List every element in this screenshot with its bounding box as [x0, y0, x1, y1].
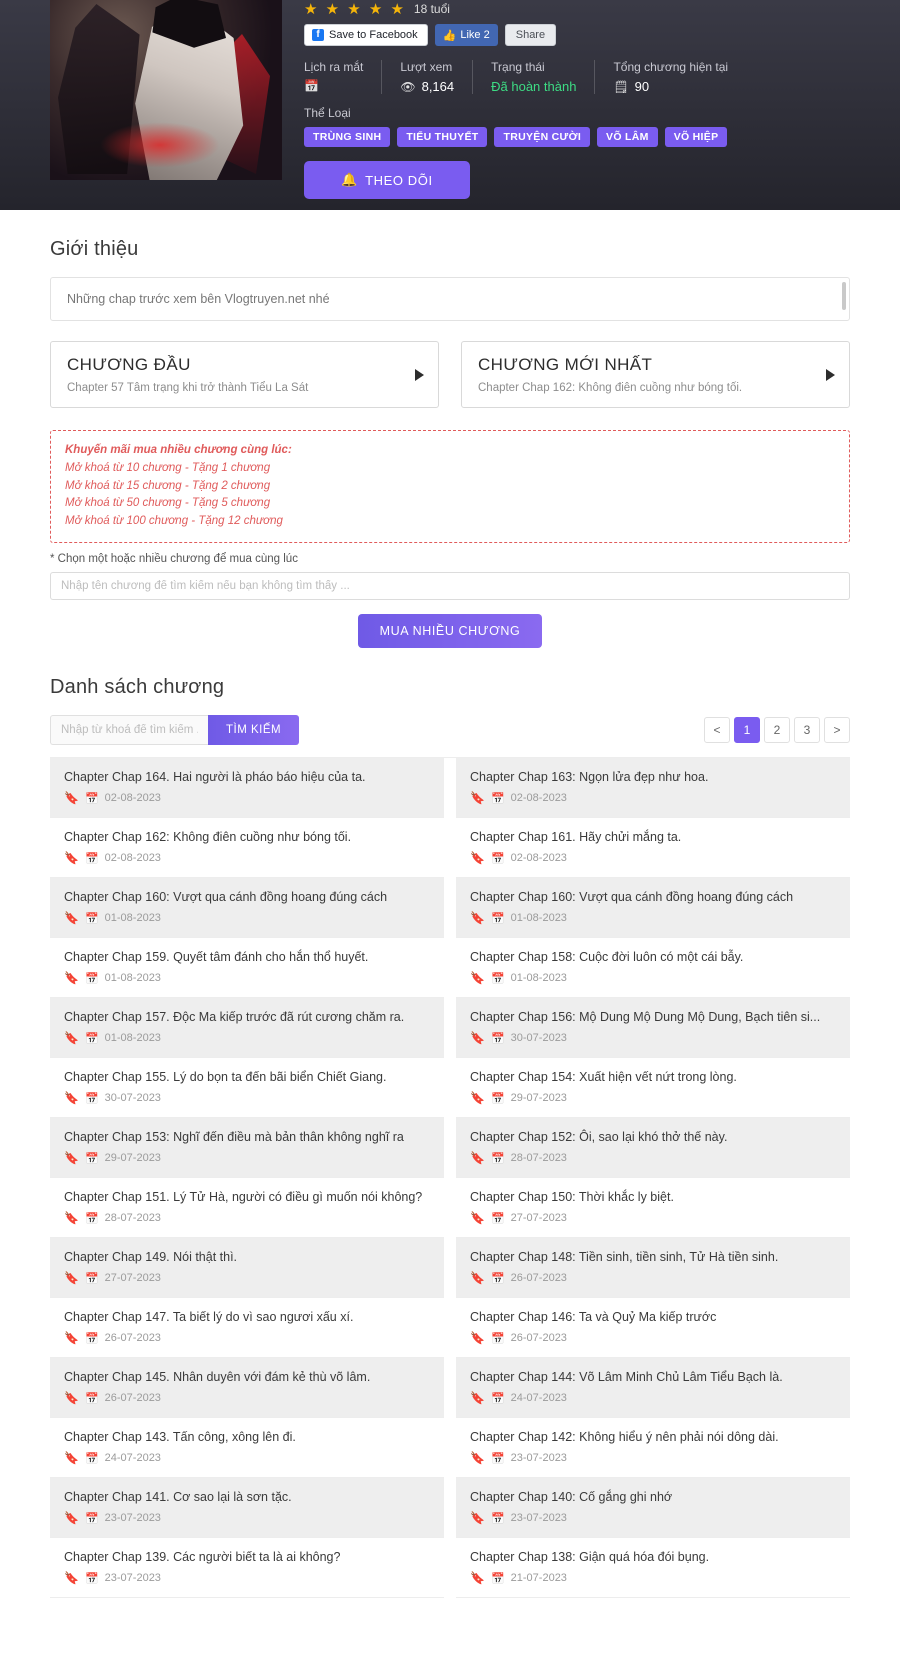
rating-stars[interactable]	[304, 0, 882, 18]
latest-chapter-subtitle: Chapter Chap 162: Không điên cuồng như bóng tối.	[478, 382, 743, 394]
chapter-search	[50, 715, 299, 745]
chapter-title: Chapter Chap 147. Ta biết lý do vì sao ngươi xấu xí.	[64, 1310, 354, 1325]
bookmark-icon[interactable]: 🔖	[64, 1511, 79, 1526]
calendar-icon: 📅	[490, 912, 505, 925]
chapter-item[interactable]	[50, 1178, 444, 1238]
calendar-icon: 📅	[490, 1212, 505, 1225]
chapter-title: Chapter Chap 158: Cuộc đời luôn có một cái bẫy.	[470, 950, 744, 965]
bookmark-icon[interactable]: 🔖	[64, 851, 79, 866]
promo-line: Mở khoá từ 15 chương - Tặng 2 chương	[65, 479, 271, 492]
play-arrow-icon	[415, 369, 424, 381]
meta-release-value	[304, 79, 363, 93]
chapter-date: 23-07-2023	[510, 1452, 567, 1465]
meta-info	[304, 60, 882, 94]
first-chapter-title: CHƯƠNG ĐẦU	[67, 355, 191, 374]
chapter-date: 02-08-2023	[104, 852, 161, 865]
chapter-item[interactable]	[50, 878, 444, 938]
latest-chapter-button[interactable]	[461, 341, 850, 408]
bookmark-icon[interactable]: 🔖	[470, 1091, 485, 1106]
buy-multiple-chapters-button[interactable]: MUA NHIỀU CHƯƠNG	[358, 614, 543, 648]
eye-icon: 👁	[400, 79, 416, 94]
chapter-item[interactable]	[456, 878, 850, 938]
chapter-date: 02-08-2023	[104, 792, 161, 805]
calendar-icon: 📅	[84, 1212, 99, 1225]
facebook-save-label: Save to Facebook	[329, 29, 418, 41]
calendar-icon: 📅	[84, 1092, 99, 1105]
calendar-icon: 📅	[490, 1032, 505, 1045]
table-row	[50, 1418, 850, 1478]
chapter-item[interactable]	[456, 1178, 850, 1238]
chapter-title: Chapter Chap 156: Mộ Dung Mộ Dung Mộ Dung, Bạch tiên si...	[470, 1010, 821, 1025]
chapter-meta	[470, 1271, 836, 1285]
social-buttons	[304, 24, 882, 46]
chapter-title: Chapter Chap 155. Lý do bọn ta đến bãi biển Chiết Giang.	[64, 1070, 387, 1085]
chapter-title: Chapter Chap 144: Võ Lâm Minh Chủ Lâm Tiểu Bạch là.	[470, 1370, 783, 1385]
intro-scrollbar[interactable]	[842, 282, 846, 310]
chapter-list-title: Danh sách chương	[50, 676, 225, 699]
bookmark-icon[interactable]: 🔖	[470, 1151, 485, 1166]
chapter-title: Chapter Chap 141. Cơ sao lại là sơn tặc.	[64, 1490, 292, 1505]
chapter-item[interactable]	[50, 1298, 444, 1358]
chapter-date: 01-08-2023	[104, 972, 161, 985]
search-button[interactable]: TÌM KIẾM	[208, 715, 299, 745]
calendar-icon: 📅	[84, 1332, 99, 1345]
bookmark-icon[interactable]: 🔖	[64, 1031, 79, 1046]
chapter-title: Chapter Chap 161. Hãy chửi mắng ta.	[470, 830, 682, 845]
meta-status-label: Trạng thái	[491, 60, 545, 74]
chapter-title: Chapter Chap 154: Xuất hiện vết nứt trong lòng.	[470, 1070, 737, 1085]
chapter-item[interactable]	[50, 1238, 444, 1298]
chapter-title: Chapter Chap 162: Không điên cuồng như bóng tối.	[64, 830, 352, 845]
bookmark-icon[interactable]: 🔖	[470, 1031, 485, 1046]
facebook-save-button[interactable]	[304, 24, 428, 46]
chapter-item[interactable]	[50, 1058, 444, 1118]
promo-line: Mở khoá từ 50 chương - Tặng 5 chương	[65, 497, 271, 510]
bookmark-icon[interactable]: 🔖	[470, 1271, 485, 1286]
calendar-icon: 📅	[490, 1572, 505, 1585]
meta-status	[491, 60, 595, 94]
calendar-icon: 📅	[490, 1092, 505, 1105]
table-row	[50, 938, 850, 998]
chapter-date: 23-07-2023	[510, 1512, 567, 1525]
status-badge: Đã hoàn thành	[491, 79, 577, 94]
facebook-icon: f	[312, 29, 324, 41]
bookmark-icon[interactable]: 🔖	[64, 1331, 79, 1346]
chapter-title: Chapter Chap 150: Thời khắc ly biệt.	[470, 1190, 674, 1205]
chapter-meta	[470, 1031, 836, 1045]
chapter-meta	[64, 911, 430, 925]
chapter-meta	[470, 851, 836, 865]
chapter-item[interactable]	[50, 1538, 444, 1598]
chapter-meta	[470, 1451, 836, 1465]
chapter-item[interactable]	[456, 1298, 850, 1358]
chapter-title: Chapter Chap 146: Ta và Quỷ Ma kiếp trước	[470, 1310, 717, 1325]
thumbs-up-icon: 👍	[442, 29, 457, 42]
chapter-meta	[64, 1271, 430, 1285]
chapter-item[interactable]	[456, 938, 850, 998]
calendar-icon: 📅	[490, 1512, 505, 1525]
bookmark-icon[interactable]: 🔖	[64, 1271, 79, 1286]
calendar-icon: 📅	[84, 1572, 99, 1585]
calendar-icon: 📅	[84, 1032, 99, 1045]
chapter-item[interactable]	[50, 818, 444, 878]
chapter-date: 29-07-2023	[104, 1152, 161, 1165]
chapter-item[interactable]	[50, 1478, 444, 1538]
chapter-title: Chapter Chap 160: Vượt qua cánh đồng hoang đúng cách	[64, 890, 388, 905]
stars-glyphs: ★ ★ ★ ★ ★	[304, 1, 406, 18]
calendar-icon: 📅	[490, 1452, 505, 1465]
chapter-item[interactable]	[50, 998, 444, 1058]
calendar-icon: 📅	[84, 1512, 99, 1525]
table-row	[50, 758, 850, 818]
chapter-item[interactable]	[50, 1118, 444, 1178]
meta-total-text: 90	[634, 79, 650, 94]
chapter-item[interactable]	[456, 1238, 850, 1298]
chapter-title: Chapter Chap 138: Giận quá hóa đói bụng.	[470, 1550, 710, 1565]
genre-list	[304, 127, 882, 147]
chapter-item[interactable]	[456, 1418, 850, 1478]
list-icon: 🗒	[613, 79, 629, 94]
chapter-date: 02-08-2023	[510, 852, 567, 865]
bookmark-icon[interactable]: 🔖	[64, 1211, 79, 1226]
bookmark-icon[interactable]: 🔖	[470, 791, 485, 806]
chapter-title: Chapter Chap 163: Ngọn lửa đẹp như hoa.	[470, 770, 709, 785]
facebook-share-button[interactable]	[505, 24, 556, 46]
table-row	[50, 998, 850, 1058]
table-row	[50, 1178, 850, 1238]
chapter-meta	[64, 1091, 430, 1105]
chapter-date: 29-07-2023	[510, 1092, 567, 1105]
pagination	[704, 717, 850, 743]
bookmark-icon[interactable]: 🔖	[470, 1511, 485, 1526]
chapter-meta	[470, 1211, 836, 1225]
cover-image	[50, 0, 282, 180]
genre-tag[interactable]: TRÙNG SINH	[304, 127, 390, 147]
genre-tag[interactable]: TIỂU THUYẾT	[397, 127, 487, 147]
table-row	[50, 818, 850, 878]
chapter-title: Chapter Chap 148: Tiền sinh, tiền sinh, Tử Hà tiền sinh.	[470, 1250, 779, 1265]
bell-icon: 🔔	[341, 172, 359, 187]
chapter-meta	[64, 1031, 430, 1045]
chapter-item[interactable]	[456, 998, 850, 1058]
chapter-title: Chapter Chap 152: Ôi, sao lại khó thở thế này.	[470, 1130, 728, 1145]
chapter-meta	[64, 1391, 430, 1405]
chapter-title: Chapter Chap 140: Cố gắng ghi nhớ	[470, 1490, 673, 1505]
intro-box	[50, 277, 850, 321]
bookmark-icon[interactable]: 🔖	[64, 791, 79, 806]
chapter-date: 27-07-2023	[510, 1212, 567, 1225]
promo-line: Mở khoá từ 10 chương - Tặng 1 chương	[65, 461, 271, 474]
chapter-grid	[50, 757, 850, 1598]
chapter-meta	[64, 1511, 430, 1525]
meta-views	[400, 60, 473, 94]
table-row	[50, 1538, 850, 1598]
chapter-title: Chapter Chap 157. Độc Ma kiếp trước đã rút cương chăm ra.	[64, 1010, 405, 1025]
chapter-date: 02-08-2023	[510, 792, 567, 805]
bookmark-icon[interactable]: 🔖	[64, 971, 79, 986]
calendar-icon: 📅	[490, 792, 505, 805]
calendar-icon: 📅	[490, 972, 505, 985]
latest-chapter-title: CHƯƠNG MỚI NHẤT	[478, 355, 653, 374]
promo-line: Mở khoá từ 100 chương - Tặng 12 chương	[65, 515, 283, 528]
chapter-meta	[64, 1151, 430, 1165]
calendar-icon: 📅	[84, 852, 99, 865]
chapter-title: Chapter Chap 145. Nhân duyên với đám kẻ thù võ lâm.	[64, 1370, 371, 1385]
meta-total-chapters	[613, 60, 746, 94]
chapter-date: 26-07-2023	[104, 1332, 161, 1345]
facebook-share-label: Share	[515, 29, 546, 41]
chapter-list-toolbar	[50, 715, 850, 745]
calendar-icon: 📅	[490, 1332, 505, 1345]
chapter-meta	[470, 1571, 836, 1585]
chapter-meta	[64, 1571, 430, 1585]
facebook-like-button[interactable]	[435, 24, 498, 46]
calendar-icon: 📅	[84, 1272, 99, 1285]
bookmark-icon[interactable]: 🔖	[470, 851, 485, 866]
page-next[interactable]: >	[824, 717, 850, 743]
page-2[interactable]: 2	[764, 717, 790, 743]
bookmark-icon[interactable]: 🔖	[64, 1091, 79, 1106]
calendar-icon: 📅	[304, 79, 319, 93]
chapter-item[interactable]	[456, 1118, 850, 1178]
chapter-date: 28-07-2023	[104, 1212, 161, 1225]
promo-box	[50, 430, 850, 543]
calendar-icon: 📅	[84, 912, 99, 925]
chapter-date: 30-07-2023	[510, 1032, 567, 1045]
chapter-date: 26-07-2023	[510, 1272, 567, 1285]
table-row	[50, 1358, 850, 1418]
bookmark-icon[interactable]: 🔖	[64, 1391, 79, 1406]
genre-tag[interactable]: VÕ HIỆP	[665, 127, 728, 147]
chapter-item[interactable]	[456, 1058, 850, 1118]
chapter-meta	[470, 1391, 836, 1405]
genre-tag[interactable]: TRUYỆN CƯỜI	[494, 127, 590, 147]
chapter-meta	[470, 1151, 836, 1165]
meta-total-value	[613, 79, 728, 94]
chapter-date: 26-07-2023	[104, 1392, 161, 1405]
chapter-item[interactable]	[456, 818, 850, 878]
page-3[interactable]: 3	[794, 717, 820, 743]
search-input[interactable]	[50, 715, 208, 745]
calendar-icon: 📅	[84, 1392, 99, 1405]
chapter-meta	[64, 1331, 430, 1345]
intro-text: Những chap trước xem bên Vlogtruyen.net nhé	[67, 292, 330, 306]
chapter-meta	[470, 971, 836, 985]
page-prev[interactable]: <	[704, 717, 730, 743]
meta-views-value	[400, 79, 454, 94]
chapter-title: Chapter Chap 164. Hai người là pháo báo hiệu của ta.	[64, 770, 366, 785]
bookmark-icon[interactable]: 🔖	[64, 911, 79, 926]
intro-section	[0, 238, 900, 1598]
chapter-date: 24-07-2023	[510, 1392, 567, 1405]
bookmark-icon[interactable]: 🔖	[470, 1211, 485, 1226]
table-row	[50, 1238, 850, 1298]
bookmark-icon[interactable]: 🔖	[470, 911, 485, 926]
chapter-meta	[64, 851, 430, 865]
chapter-date: 01-08-2023	[104, 912, 161, 925]
chapter-item[interactable]	[50, 1358, 444, 1418]
play-arrow-icon	[826, 369, 835, 381]
page-1[interactable]: 1	[734, 717, 760, 743]
calendar-icon: 📅	[84, 792, 99, 805]
chapter-meta	[470, 1331, 836, 1345]
chapter-search-buy-input[interactable]	[50, 572, 850, 600]
chapter-title: Chapter Chap 159. Quyết tâm đánh cho hắn thổ huyết.	[64, 950, 369, 965]
chapter-date: 21-07-2023	[510, 1572, 567, 1585]
genre-tag[interactable]: VÕ LÂM	[597, 127, 658, 147]
chapter-meta	[64, 791, 430, 805]
table-row	[50, 1118, 850, 1178]
bookmark-icon[interactable]: 🔖	[470, 971, 485, 986]
first-chapter-button[interactable]	[50, 341, 439, 408]
genre-label: Thể Loại	[304, 106, 351, 120]
chapter-date: 23-07-2023	[104, 1572, 161, 1585]
hero-banner	[0, 0, 900, 210]
facebook-like-label: Like 2	[460, 29, 490, 41]
calendar-icon: 📅	[490, 1272, 505, 1285]
chapter-title: Chapter Chap 153: Nghĩ đến điều mà bản thân không nghĩ ra	[64, 1130, 404, 1145]
age-tag: 18 tuổi	[413, 2, 450, 16]
bookmark-icon[interactable]: 🔖	[64, 1571, 79, 1586]
bookmark-icon[interactable]: 🔖	[64, 1451, 79, 1466]
chapter-date: 01-08-2023	[510, 972, 567, 985]
table-row	[50, 1298, 850, 1358]
chapter-item[interactable]	[456, 1538, 850, 1598]
chapter-date: 27-07-2023	[104, 1272, 161, 1285]
chapter-title: Chapter Chap 143. Tấn công, xông lên đi.	[64, 1430, 296, 1445]
first-chapter-subtitle: Chapter 57 Tâm trạng khi trở thành Tiểu La Sát	[67, 382, 309, 394]
chapter-meta	[470, 911, 836, 925]
bookmark-icon[interactable]: 🔖	[64, 1151, 79, 1166]
chapter-title: Chapter Chap 151. Lý Tử Hà, người có điều gì muốn nói không?	[64, 1190, 423, 1205]
chapter-item[interactable]	[50, 938, 444, 998]
follow-label: THEO DÕI	[365, 172, 433, 188]
chapter-meta	[470, 1511, 836, 1525]
chapter-meta	[64, 1211, 430, 1225]
bookmark-icon[interactable]: 🔖	[470, 1571, 485, 1586]
meta-views-text: 8,164	[421, 79, 455, 94]
intro-title: Giới thiệu	[50, 238, 139, 260]
table-row	[50, 1058, 850, 1118]
chapter-nav	[50, 341, 850, 408]
calendar-icon: 📅	[490, 852, 505, 865]
chapter-title: Chapter Chap 142: Không hiểu ý nên phải nói dông dài.	[470, 1430, 779, 1445]
meta-views-label: Lượt xem	[400, 60, 453, 74]
calendar-icon: 📅	[84, 1452, 99, 1465]
chapter-title: Chapter Chap 160: Vượt qua cánh đồng hoang đúng cách	[470, 890, 794, 905]
chapter-date: 28-07-2023	[510, 1152, 567, 1165]
chapter-date: 23-07-2023	[104, 1512, 161, 1525]
chapter-meta	[470, 1091, 836, 1105]
calendar-icon: 📅	[490, 1152, 505, 1165]
table-row	[50, 1478, 850, 1538]
chapter-date: 24-07-2023	[104, 1452, 161, 1465]
meta-release	[304, 60, 382, 94]
calendar-icon: 📅	[84, 1152, 99, 1165]
chapter-meta	[470, 791, 836, 805]
promo-note: * Chọn một hoặc nhiều chương để mua cùng lúc	[50, 553, 298, 566]
bookmark-icon[interactable]: 🔖	[470, 1331, 485, 1346]
promo-head: Khuyến mãi mua nhiều chương cùng lúc:	[65, 444, 292, 456]
chapter-item[interactable]	[456, 1478, 850, 1538]
follow-button[interactable]	[304, 161, 470, 199]
chapter-item[interactable]	[456, 758, 850, 818]
meta-total-label: Tổng chương hiện tại	[613, 60, 729, 74]
calendar-icon: 📅	[84, 972, 99, 985]
chapter-meta	[64, 971, 430, 985]
chapter-date: 01-08-2023	[104, 1032, 161, 1045]
chapter-item[interactable]	[50, 758, 444, 818]
calendar-icon: 📅	[490, 1392, 505, 1405]
chapter-date: 01-08-2023	[510, 912, 567, 925]
chapter-meta	[64, 1451, 430, 1465]
meta-release-label: Lịch ra mắt	[304, 60, 364, 74]
table-row	[50, 878, 850, 938]
chapter-item[interactable]	[456, 1358, 850, 1418]
chapter-item[interactable]	[50, 1418, 444, 1478]
chapter-title: Chapter Chap 139. Các người biết ta là ai không?	[64, 1550, 341, 1565]
chapter-date: 26-07-2023	[510, 1332, 567, 1345]
chapter-title: Chapter Chap 149. Nói thật thì.	[64, 1250, 238, 1265]
bookmark-icon[interactable]: 🔖	[470, 1391, 485, 1406]
bookmark-icon[interactable]: 🔖	[470, 1451, 485, 1466]
chapter-date: 30-07-2023	[104, 1092, 161, 1105]
